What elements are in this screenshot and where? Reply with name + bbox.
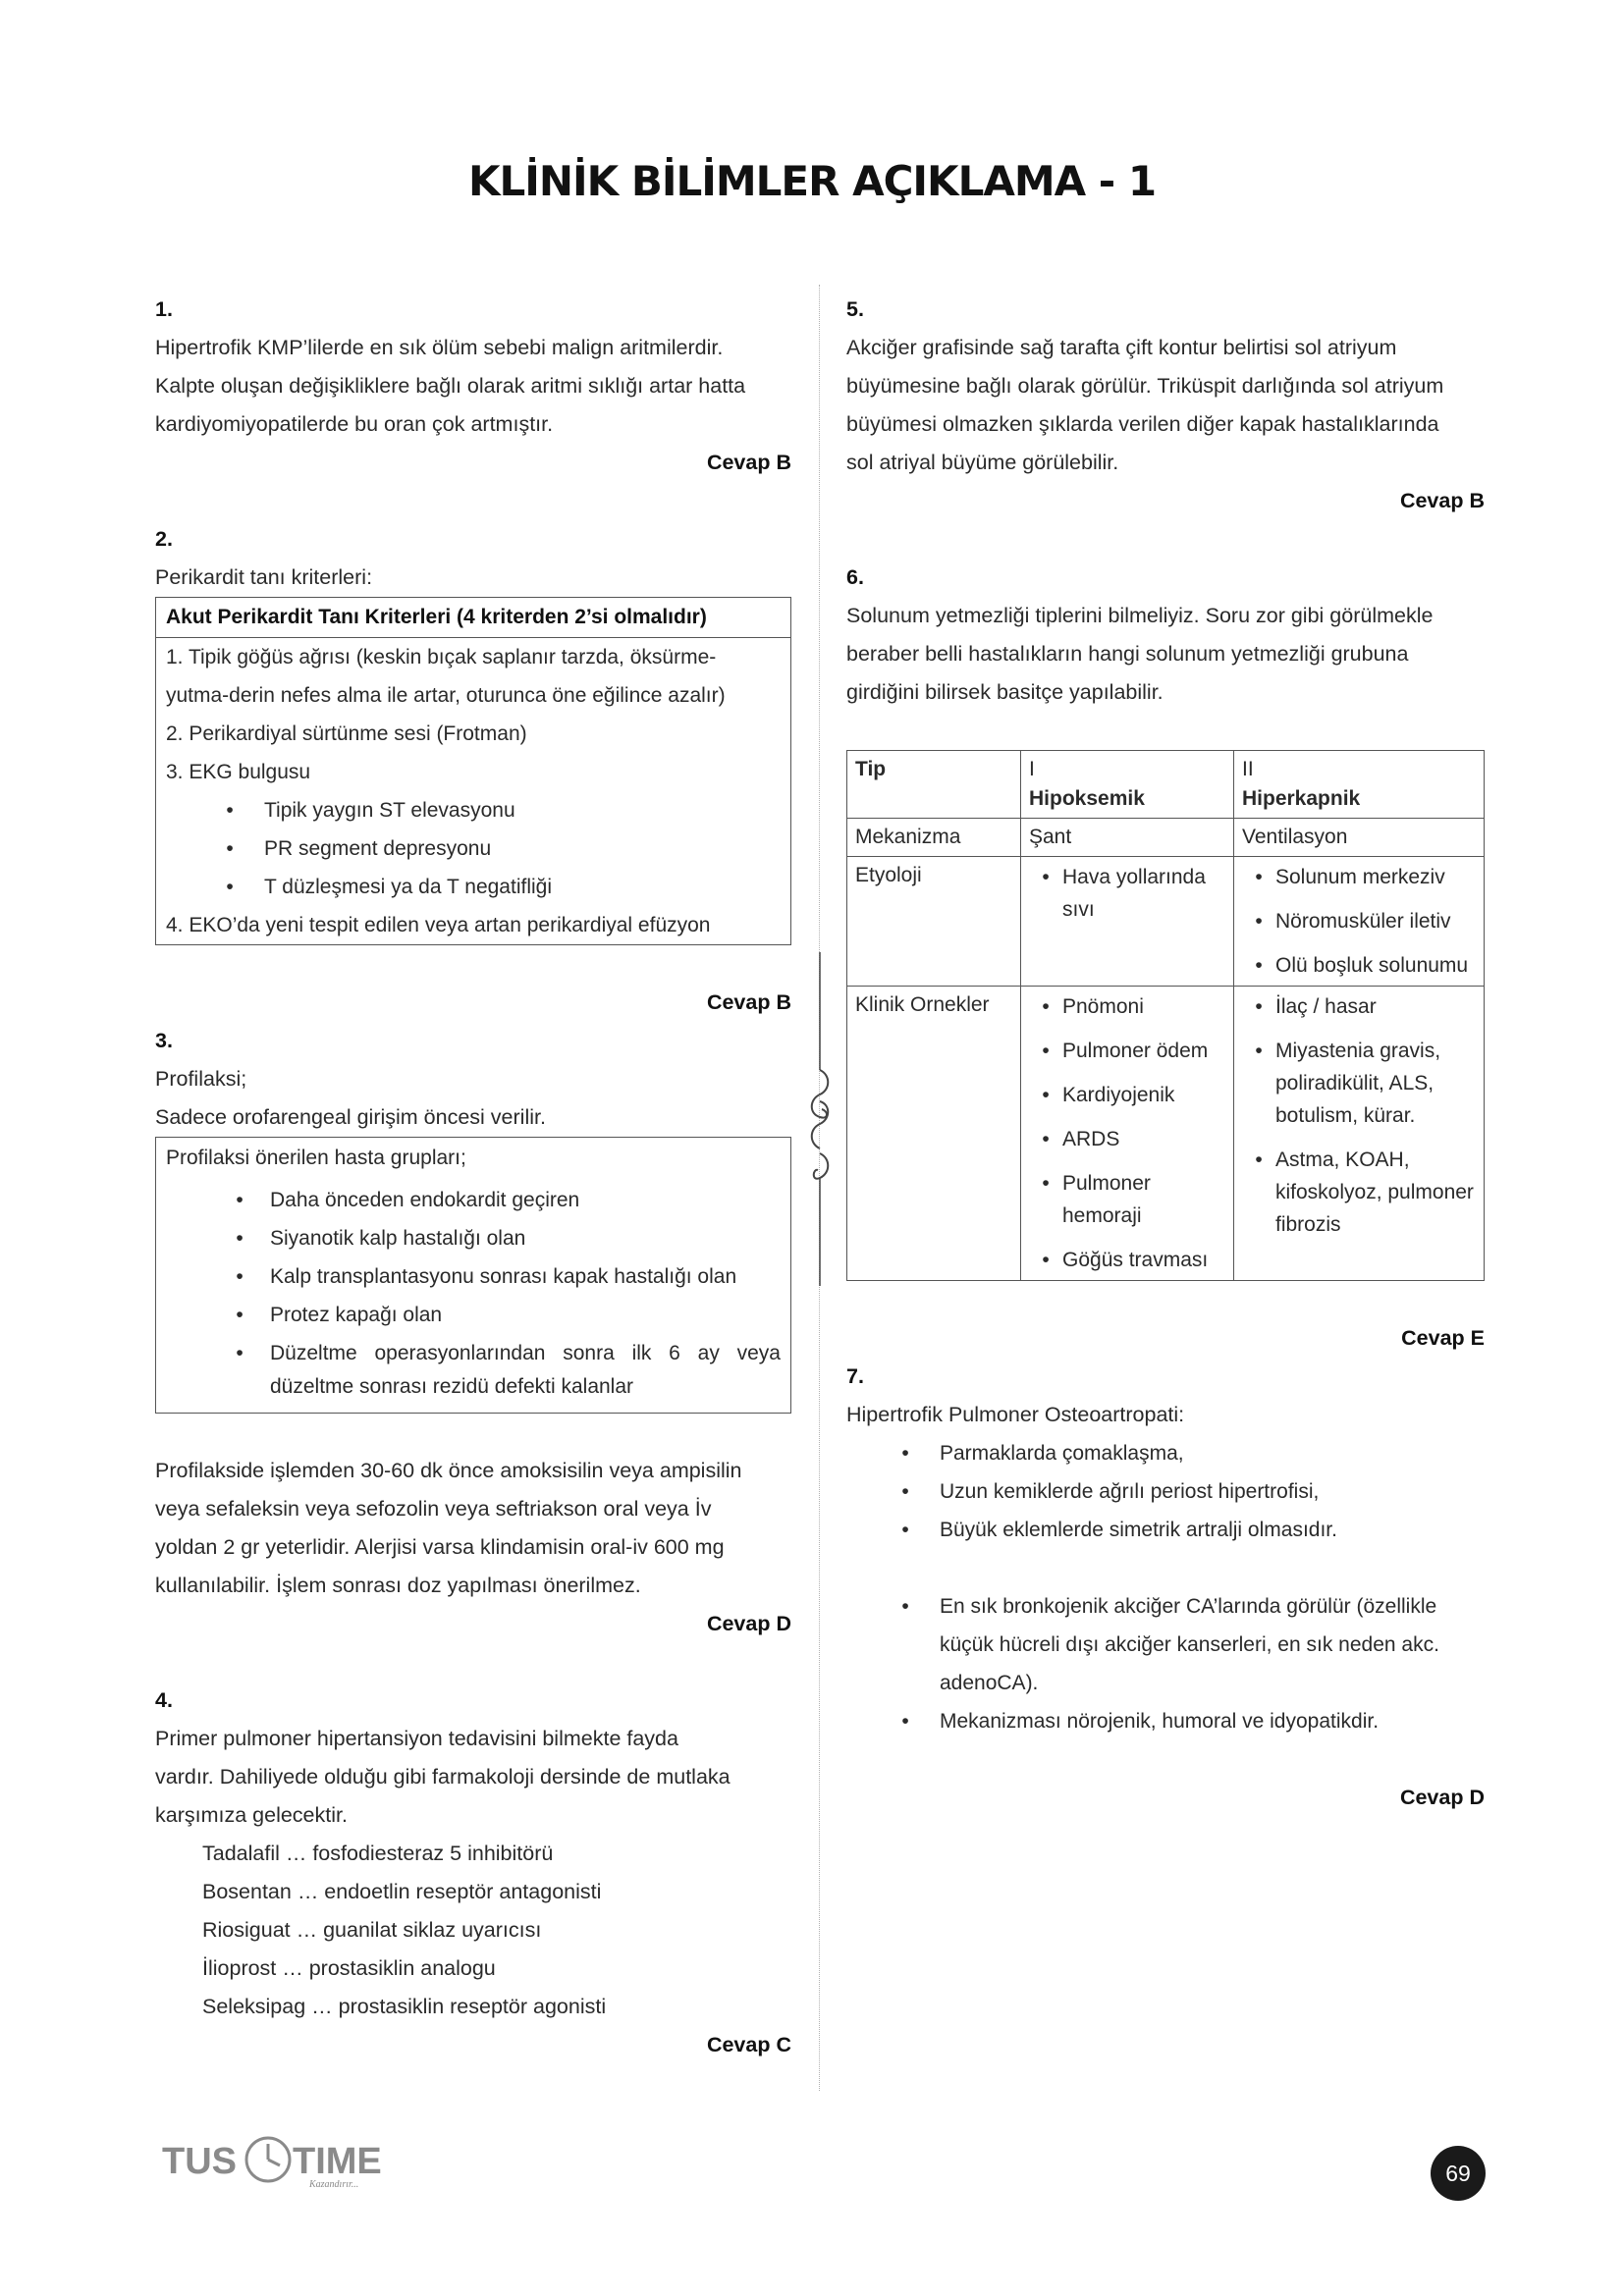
question-number: 1.: [155, 297, 173, 321]
explanation-line: Hipertrofik KMP’lilerde en sık ölüm sebebi malign aritmilerdir.: [155, 336, 724, 359]
table-row: [847, 857, 1485, 987]
drug-line: Bosentan … endoetlin reseptör antagonisti: [202, 1880, 602, 1903]
explanation-line: büyümesi olmazken şıklarda verilen diğer kapak hastalıklarında: [846, 412, 1439, 436]
question-6: [846, 559, 1485, 1358]
explanation-line: Primer pulmoner hipertansiyon tedavisini bilmekte fayda: [155, 1727, 678, 1750]
table-cell: [1234, 987, 1485, 1281]
prophylaxis-box: [155, 1137, 791, 1414]
prophylaxis-box-title: Profilaksi önerilen hasta grupları;: [166, 1147, 466, 1169]
list-item: • Tipik yaygın ST elevasyonu: [226, 799, 515, 822]
explanation-line: Sadece orofarengeal girişim öncesi verilir.: [155, 1105, 546, 1129]
list-item: • Olü boşluk solunumu: [1255, 954, 1469, 977]
svg-text:Kazandırır...: Kazandırır...: [309, 2179, 359, 2189]
explanation-line: Profilaksi;: [155, 1067, 247, 1091]
explanation-line: Kalpte oluşan değişikliklere bağlı olarak aritmi sıklığı artar hatta: [155, 374, 746, 398]
tustime-logo: [162, 2130, 388, 2189]
question-number: 2.: [155, 527, 173, 551]
svg-text:TIME: TIME: [293, 2141, 382, 2182]
question-2: [155, 520, 791, 1022]
answer-label: Cevap E: [1401, 1326, 1485, 1350]
table-header-cell: I Hipoksemik: [1021, 751, 1234, 819]
list-item: • Hava yollarında sıvı: [1042, 866, 1206, 921]
list-item: • Protez kapağı olan: [236, 1304, 443, 1326]
question-3: [155, 1022, 791, 1643]
table-row: [847, 819, 1485, 857]
drug-line: Seleksipag … prostasiklin reseptör agonisti: [202, 1995, 607, 2018]
list-item: • ARDS: [1042, 1128, 1120, 1150]
table-cell: Etyoloji: [847, 857, 1021, 987]
drug-line: İlioprost … prostasiklin analogu: [202, 1956, 496, 1980]
table-header-cell: II Hiperkapnik: [1234, 751, 1485, 819]
page-title: KLİNİK BİLİMLER AÇIKLAMA - 1: [467, 157, 1157, 205]
explanation-line: Akciğer grafisinde sağ tarafta çift kontur belirtisi sol atriyum: [846, 336, 1397, 359]
list-item: • Kalp transplantasyonu sonrası kapak hastalığı olan: [236, 1265, 737, 1288]
list-item: • Kardiyojenik: [1042, 1084, 1175, 1106]
question-1: [155, 291, 791, 482]
criterion-4: 4. EKO’da yeni tespit edilen veya artan perikardiyal efüzyon: [166, 914, 711, 936]
explanation-line: kullanılabilir. İşlem sonrası doz yapılması önerilmez.: [155, 1574, 641, 1597]
list-item: • Düzeltme operasyonlarından sonra ilk 6 ay veya düzeltme sonrası rezidü defekti kalanlar: [236, 1342, 781, 1398]
list-item: • Miyastenia gravis, poliradikülit, ALS, botulism, kürar.: [1255, 1040, 1441, 1127]
question-number: 3.: [155, 1029, 173, 1052]
column-ornament: [803, 952, 837, 1286]
list-item: • Astma, KOAH, kifoskolyoz, pulmoner fibrozis: [1255, 1148, 1474, 1236]
table-cell: [1234, 857, 1485, 987]
question-number: 4.: [155, 1688, 173, 1712]
list-item: • Pulmoner ödem: [1042, 1040, 1209, 1062]
list-item: • T düzleşmesi ya da T negatifliği: [226, 876, 552, 898]
list-item: • En sık bronkojenik akciğer CA’larında görülür (özellikle küçük hücreli dışı akciğer kanserleri, en sık neden akc. adenoCA).: [901, 1595, 1439, 1694]
explanation-line: beraber belli hastalıkların hangi solunum yetmezliği grubuna: [846, 642, 1409, 666]
criterion-2: 2. Perikardiyal sürtünme sesi (Frotman): [166, 722, 527, 745]
drug-line: Riosiguat … guanilat siklaz uyarıcısı: [202, 1918, 542, 1942]
list-item: • Pulmoner hemoraji: [1042, 1172, 1151, 1227]
question-4: [155, 1682, 791, 2064]
list-item: • Nöromusküler iletiv: [1255, 910, 1451, 933]
respiratory-failure-table: [846, 750, 1485, 1281]
question-5: [846, 291, 1485, 520]
answer-label: Cevap D: [706, 1612, 791, 1635]
list-item: • İlaç / hasar: [1255, 995, 1377, 1018]
page-number: 69: [1431, 2146, 1486, 2201]
answer-label: Cevap B: [706, 990, 791, 1014]
explanation-line: büyümesine bağlı olarak görülür. Triküspit darlığında sol atriyum: [846, 374, 1444, 398]
right-column: [846, 291, 1485, 1817]
explanation-line: yoldan 2 gr yeterlidir. Alerjisi varsa klindamisin oral-iv 600 mg: [155, 1535, 725, 1559]
table-header-cell: Tip: [847, 751, 1021, 819]
criterion-3: 3. EKG bulgusu: [166, 761, 311, 783]
explanation-line: sol atriyal büyüme görülebilir.: [846, 451, 1119, 474]
list-item: • Uzun kemiklerde ağrılı periost hipertrofisi,: [901, 1480, 1320, 1503]
explanation-line: kardiyomiyopatilerde bu oran çok artmıştır.: [155, 412, 554, 436]
svg-text:TUS: TUS: [162, 2141, 237, 2182]
table-cell: Ventilasyon: [1234, 819, 1485, 857]
list-item: • PR segment depresyonu: [226, 837, 492, 860]
table-cell: Klinik Ornekler: [847, 987, 1021, 1281]
intro-text: Perikardit tanı kriterleri:: [155, 565, 373, 589]
list-item: • Mekanizması nörojenik, humoral ve idyopatikdir.: [901, 1710, 1380, 1733]
answer-label: Cevap B: [706, 451, 791, 474]
table-cell: [1021, 857, 1234, 987]
list-item: • Siyanotik kalp hastalığı olan: [236, 1227, 526, 1250]
answer-label: Cevap C: [706, 2033, 791, 2056]
drug-line: Tadalafil … fosfodiesteraz 5 inhibitörü: [202, 1842, 554, 1865]
question-number: 7.: [846, 1364, 864, 1388]
list-item: • Solunum merkeziv: [1255, 866, 1445, 888]
table-cell: [1021, 987, 1234, 1281]
list-item: • Büyük eklemlerde simetrik artralji olmasıdır.: [901, 1519, 1337, 1541]
explanation-line: karşımıza gelecektir.: [155, 1803, 348, 1827]
answer-label: Cevap D: [1399, 1786, 1485, 1809]
question-number: 6.: [846, 565, 864, 589]
answer-label: Cevap B: [1399, 489, 1485, 512]
explanation-line: veya sefaleksin veya sefozolin veya seftriakson oral veya İv: [155, 1497, 712, 1521]
left-column: [155, 291, 791, 2064]
explanation-line: Profilakside işlemden 30-60 dk önce amoksisilin veya ampisilin: [155, 1459, 742, 1482]
criteria-box: [155, 597, 791, 945]
question-number: 5.: [846, 297, 864, 321]
criterion-1a: 1. Tipik göğüs ağrısı (keskin bıçak saplanır tarzda, öksürme-: [166, 646, 717, 668]
question-7: [846, 1358, 1485, 1817]
list-item: • Parmaklarda çomaklaşma,: [901, 1442, 1184, 1465]
intro-text: Hipertrofik Pulmoner Osteoartropati:: [846, 1403, 1185, 1426]
table-row: [847, 751, 1485, 819]
table-row: [847, 987, 1485, 1281]
criterion-1b: yutma-derin nefes alma ile artar, oturunca öne eğilince azalır): [166, 684, 726, 707]
explanation-line: vardır. Dahiliyede olduğu gibi farmakoloji dersinde de mutlaka: [155, 1765, 731, 1789]
explanation-line: girdiğini bilirsek basitçe yapılabilir.: [846, 680, 1164, 704]
list-item: • Göğüs travması: [1042, 1249, 1209, 1271]
explanation-line: Solunum yetmezliği tiplerini bilmeliyiz. Soru zor gibi görülmekle: [846, 604, 1434, 627]
list-item: • Pnömoni: [1042, 995, 1144, 1018]
criteria-box-title: Akut Perikardit Tanı Kriterleri (4 kriterden 2’si olmalıdır): [156, 598, 790, 638]
table-cell: Mekanizma: [847, 819, 1021, 857]
list-item: • Daha önceden endokardit geçiren: [236, 1189, 580, 1211]
table-cell: Şant: [1021, 819, 1234, 857]
